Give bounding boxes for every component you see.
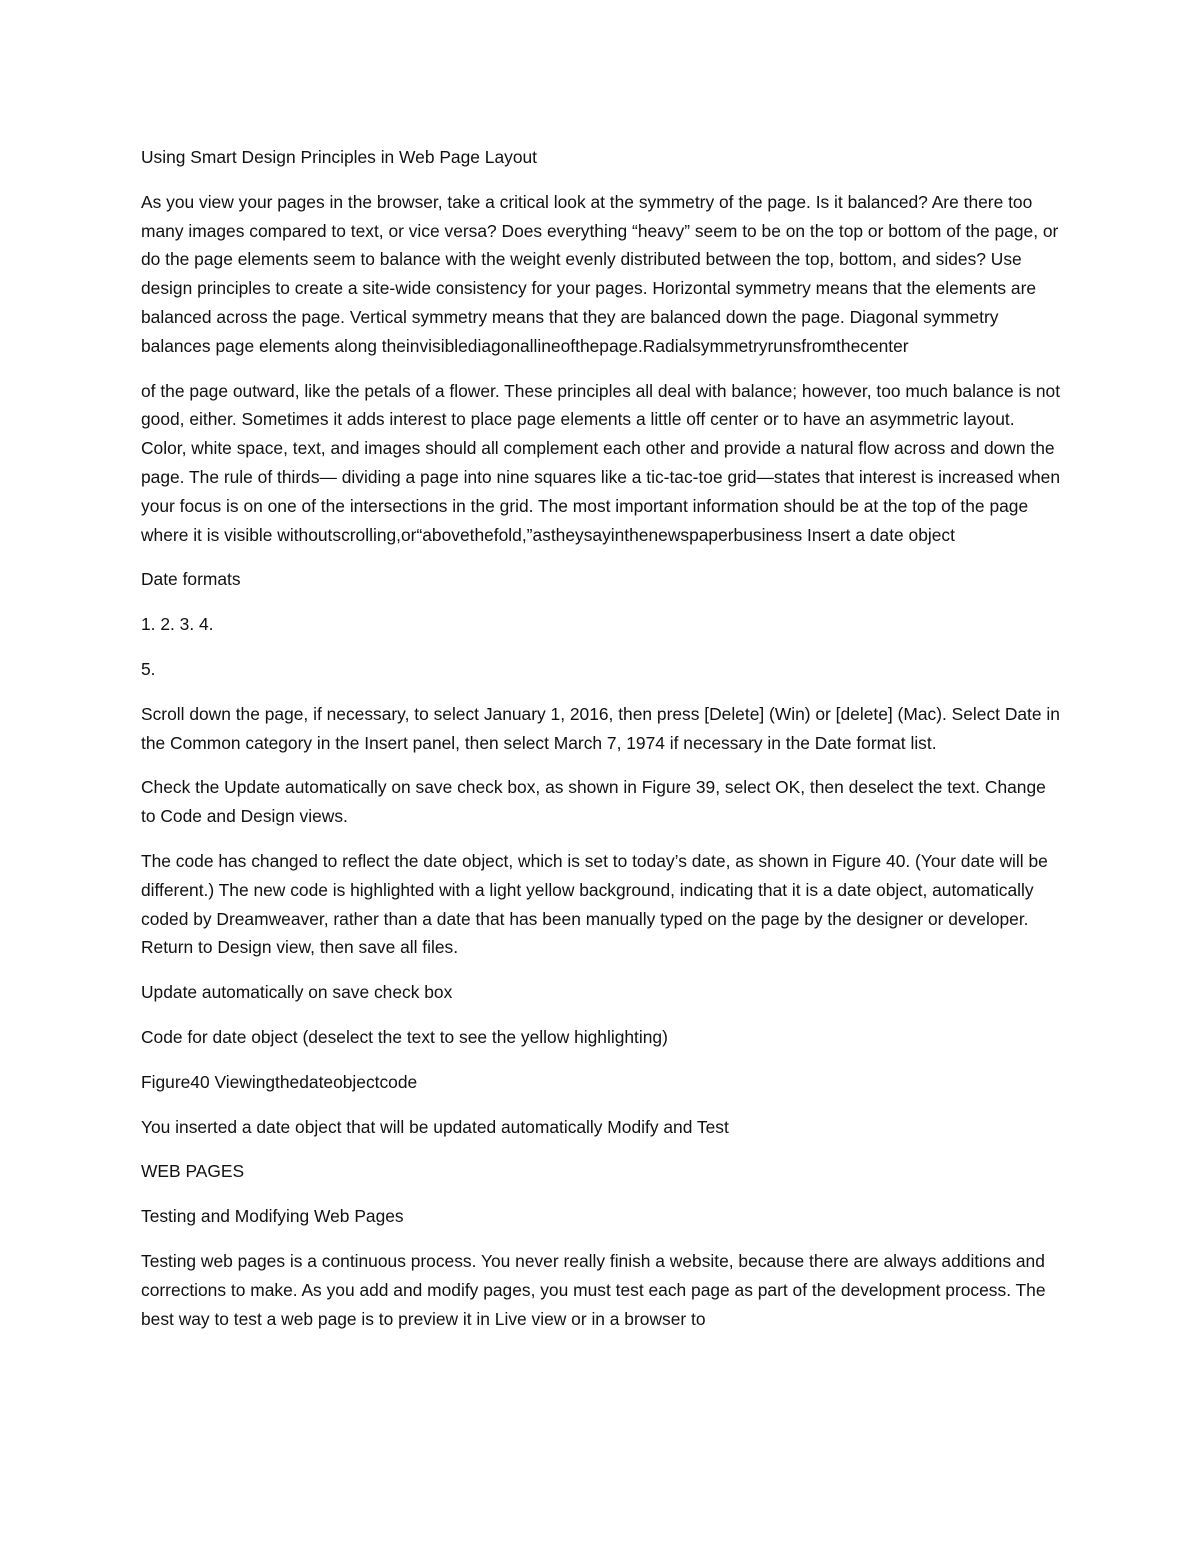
numbered-step-5: 5. <box>141 658 156 679</box>
doc-title: Using Smart Design Principles in Web Page Layout <box>141 147 537 167</box>
paragraph-scroll-select: Scroll down the page, if necessary, to select January 1, 2016, then press [Delete] (Win) or [delete] (Mac). Select Date in the Common category in the Insert panel, then select March 7, 1974 if necessary in the Date format list. <box>141 703 1060 753</box>
paragraph-check-update: Check the Update automatically on save check box, as shown in Figure 39, select OK, then deselect the text. Change to Code and Design views. <box>141 777 1046 827</box>
document-body <box>141 143 1061 1349</box>
heading-date-formats: Date formats <box>141 569 241 590</box>
paragraph-testing: Testing web pages is a continuous process. You never really finish a website, because there are always additions and corrections to make. As you add and modify pages, you must test each page as part of the development process. The best way to test a web page is to preview it in Live view or in a browser to <box>141 1250 1046 1329</box>
caption-figure-40: Figure40 Viewingthedateobjectcode <box>141 1071 418 1092</box>
heading-testing-modifying: Testing and Modifying Web Pages <box>141 1206 404 1227</box>
paragraph-code-changed: The code has changed to reflect the date object, which is set to today’s date, as shown in Figure 40. (Your date will be different.) The new code is highlighted with a light yellow background, indicating that it is a date object, automatically coded by Dreamweaver, rather than a date that has been manually typed on the page by the designer or developer. Return to Design view, then save all files. <box>141 850 1048 958</box>
paragraph-inserted-date: You inserted a date object that will be updated automatically Modify and Test <box>141 1116 729 1137</box>
paragraph-symmetry: As you view your pages in the browser, take a critical look at the symmetry of the page. Is it balanced? Are there too many images compared to text, or vice versa? Does everything “heavy” seem to be on the top or bottom of the page, or do the page elements seem to balance with the weight evenly distributed between the top, bottom, and sides? Use design principles to create a site-wide consistency for your pages. Horizontal symmetry means that the elements are balanced across the page. Vertical symmetry means that they are balanced down the page. Diagonal symmetry balances page elements along theinvisiblediagonallineofthepage.Radialsymmetryrunsfromthecenter <box>141 191 1059 356</box>
caption-code-date-object: Code for date object (deselect the text to see the yellow highlighting) <box>141 1026 668 1047</box>
caption-update-checkbox: Update automatically on save check box <box>141 982 453 1003</box>
heading-web-pages: WEB PAGES <box>141 1161 245 1182</box>
paragraph-balance: of the page outward, like the petals of a flower. These principles all deal with balance; however, too much balance is not good, either. Sometimes it adds interest to place page elements a little off center or to have an asymmetric layout. Color, white space, text, and images should all complement each other and provide a natural flow across and down the page. The rule of thirds— dividing a page into nine squares like a tic-tac-toe grid—states that interest is increased when your focus is on one of the intersections in the grid. The most important information should be at the top of the page where it is visible withoutscrolling,or“abovethefold,”astheysayinthenewspaperbusiness Insert a date object <box>141 380 1061 545</box>
numbered-steps: 1. 2. 3. 4. <box>141 614 214 635</box>
